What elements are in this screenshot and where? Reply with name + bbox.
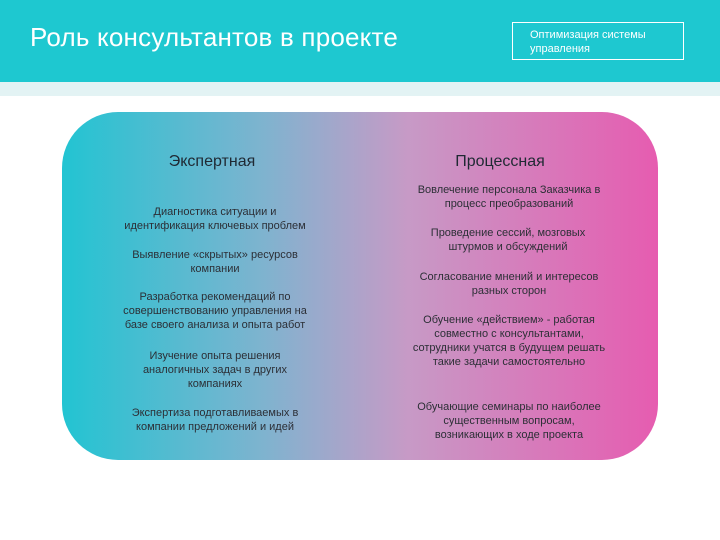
- process-item-sessions: Проведение сессий, мозговых штурмов и обсуждений: [430, 227, 586, 253]
- process-item-alignment: Согласование мнений и интересов разных сторон: [419, 271, 599, 297]
- expert-item-recommendations: Разработка рекомендаций по совершенствованию управления на базе своего анализа и опыта работ: [123, 291, 307, 331]
- expert-item-hidden-resources: Выявление «скрытых» ресурсов компании: [132, 249, 298, 275]
- header-strip: [0, 82, 720, 96]
- slide-title: Роль консультантов в проекте: [30, 22, 399, 52]
- process-item-involvement: Вовлечение персонала Заказчика в процесс преобразований: [417, 184, 601, 210]
- expert-item-expertise: Экспертиза подготавливаемых в компании предложений и идей: [131, 407, 299, 433]
- expert-heading: Экспертная: [168, 153, 256, 170]
- topic-tag: Оптимизация системы управления: [512, 22, 684, 60]
- expert-item-diagnostics: Диагностика ситуации и идентификация ключевых проблем: [124, 206, 306, 232]
- process-heading: Процессная: [455, 153, 545, 170]
- process-item-learning-by-doing: Обучение «действием» - работая совместно с консультантами, сотрудники учатся в будущем решать такие задачи самостоятельно: [412, 314, 606, 368]
- expert-item-experience: Изучение опыта решения аналогичных задач в других компаниях: [142, 350, 288, 390]
- process-item-seminars: Обучающие семинары по наиболее существенным вопросам, возникающих в ходе проекта: [417, 401, 601, 441]
